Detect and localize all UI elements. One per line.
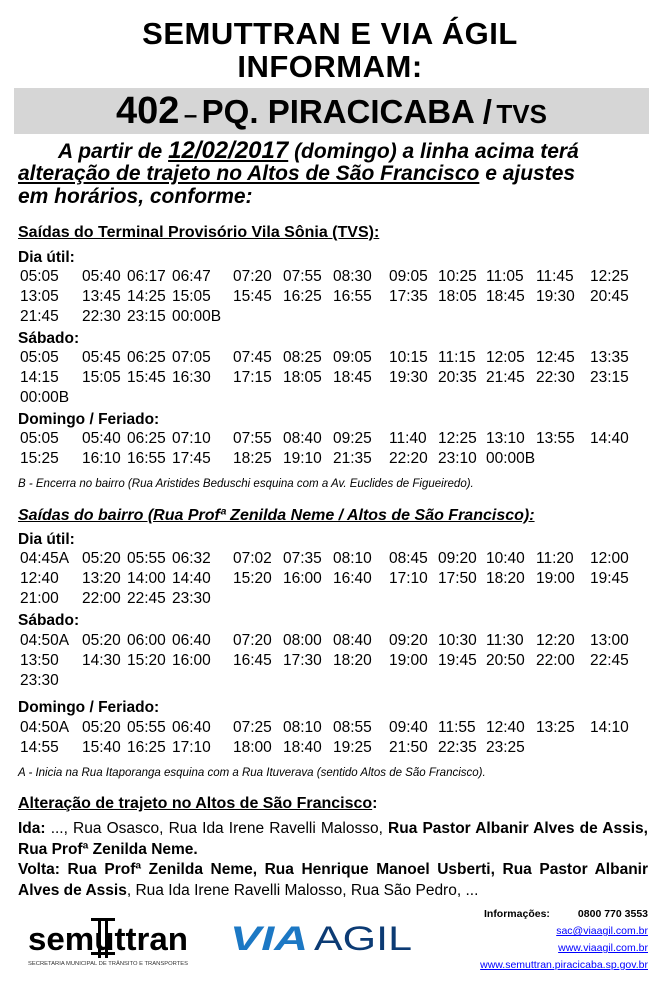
departure-time: 09:05 (389, 268, 428, 285)
departure-time: 18:40 (283, 739, 322, 756)
departure-time: 17:50 (438, 570, 477, 587)
departure-time: 07:02 (233, 550, 272, 567)
departure-time: 07:55 (283, 268, 322, 285)
departure-time: 17:15 (233, 369, 272, 386)
departure-time: 12:40 (486, 719, 525, 736)
departure-time: 22:00 (82, 590, 121, 607)
departure-time: 19:45 (590, 570, 629, 587)
departure-time: 19:00 (389, 652, 428, 669)
departure-time: 16:10 (82, 450, 121, 467)
departure-time: 05:55 (127, 719, 166, 736)
phone-number: 0800 770 3553 (577, 908, 648, 920)
terminal-sunday-schedule-row (20, 450, 650, 470)
departure-time: 05:40 (82, 430, 121, 447)
departure-time: 22:00 (536, 652, 575, 669)
departure-time: 10:40 (486, 550, 525, 567)
departure-time: 11:15 (438, 349, 476, 366)
departure-time: 13:20 (82, 570, 121, 587)
departure-time: 21:50 (389, 739, 428, 756)
departure-time: 09:20 (438, 550, 477, 567)
bairro-saturday-schedule-row (20, 652, 650, 672)
line-dash: – (183, 102, 198, 129)
departure-time: 16:30 (172, 369, 211, 386)
departure-time: 11:55 (438, 719, 476, 736)
departure-time: 19:10 (283, 450, 322, 467)
departure-time: 07:55 (233, 430, 272, 447)
departure-time: 13:05 (20, 288, 59, 305)
departure-time: 18:20 (333, 652, 372, 669)
departure-time: 12:20 (536, 632, 575, 649)
departure-time: 06:25 (127, 349, 166, 366)
departure-time: 05:20 (82, 550, 121, 567)
departure-time: 12:40 (20, 570, 59, 587)
route-volta: Volta: Rua Profª Zenilda Neme, Rua Henrique Manoel Usberti, Rua Pastor Albanir Alves de Assis, Rua Ida Irene Ravelli Malosso, Rua São Pedro, ... (18, 861, 648, 899)
route-change-summary: alteração de trajeto no Altos de São Francisco (18, 162, 480, 185)
departure-time: 21:35 (333, 450, 372, 467)
terminal-note: B - Encerra no bairro (Rua Aristides Beduschi esquina com a Av. Euclides de Figueiredo). (18, 478, 474, 490)
departure-time: 04:50A (20, 632, 70, 649)
departure-time: 10:15 (389, 349, 428, 366)
departure-time: 15:05 (172, 288, 211, 305)
contact-info (480, 906, 648, 974)
departure-time: 14:30 (82, 652, 121, 669)
terminal-saturday-schedule-row (20, 389, 650, 409)
departure-time: 09:05 (333, 349, 372, 366)
departure-time: 15:25 (20, 450, 59, 467)
terminal-heading: Saídas do Terminal Provisório Vila Sônia (TVS): (18, 224, 380, 241)
departure-time: 15:40 (82, 739, 121, 756)
departure-time: 05:05 (20, 430, 59, 447)
bairro-sunday-schedule-row (20, 739, 650, 759)
line-name: PQ. PIRACICABA / (201, 93, 492, 130)
bairro-weekday-schedule-row (20, 590, 650, 610)
line-suffix: TVS (496, 99, 547, 129)
departure-time: 08:25 (283, 349, 322, 366)
bairro-weekday-label: Dia útil: (18, 531, 75, 548)
terminal-weekday-schedule-row (20, 308, 650, 328)
semuttran-wordmark: semuttran (28, 921, 188, 957)
departure-time: 00:00B (486, 450, 536, 467)
departure-time: 21:00 (20, 590, 59, 607)
departure-time: 14:10 (590, 719, 629, 736)
departure-time: 16:40 (333, 570, 372, 587)
departure-time: 10:25 (438, 268, 477, 285)
title-line2: INFORMAM: (237, 49, 423, 84)
viaagil-site-link[interactable]: www.viaagil.com.br (558, 942, 648, 954)
departure-time: 15:05 (82, 369, 121, 386)
departure-time: 05:55 (127, 550, 166, 567)
departure-time: 00:00B (172, 308, 222, 325)
bairro-heading: Saídas do bairro (Rua Profª Zenilda Neme / Altos de São Francisco): (18, 507, 535, 524)
departure-time: 05:45 (82, 349, 121, 366)
departure-time: 07:45 (233, 349, 272, 366)
departure-time: 06:00 (127, 632, 166, 649)
departure-time: 13:45 (82, 288, 121, 305)
departure-time: 08:40 (333, 632, 372, 649)
departure-time: 09:40 (389, 719, 428, 736)
departure-time: 07:25 (233, 719, 272, 736)
departure-time: 23:30 (20, 672, 59, 689)
departure-time: 21:45 (486, 369, 525, 386)
departure-time: 14:40 (590, 430, 629, 447)
departure-time: 13:35 (590, 349, 629, 366)
departure-time: 07:10 (172, 430, 211, 447)
bairro-weekday-schedule-row (20, 550, 650, 570)
departure-time: 21:45 (20, 308, 59, 325)
departure-time: 18:45 (333, 369, 372, 386)
departure-time: 05:05 (20, 349, 59, 366)
info-label: Informações: (483, 908, 550, 920)
departure-time: 04:50A (20, 719, 70, 736)
viaagil-wordmark-agil: AGIL (314, 920, 412, 958)
departure-time: 22:35 (438, 739, 477, 756)
departure-time: 00:00B (20, 389, 70, 406)
departure-time: 16:25 (127, 739, 166, 756)
departure-time: 12:05 (486, 349, 525, 366)
bairro-saturday-label: Sábado: (18, 612, 80, 629)
departure-time: 11:45 (536, 268, 574, 285)
departure-time: 16:55 (127, 450, 166, 467)
departure-time: 16:55 (333, 288, 372, 305)
departure-time: 19:30 (389, 369, 428, 386)
departure-time: 14:25 (127, 288, 166, 305)
departure-time: 04:45A (20, 550, 70, 567)
terminal-sunday-schedule-row (20, 430, 650, 450)
email-link[interactable]: sac@viaagil.com.br (556, 925, 648, 937)
departure-time: 15:20 (127, 652, 166, 669)
departure-time: 11:40 (389, 430, 427, 447)
departure-time: 12:45 (536, 349, 575, 366)
departure-time: 07:35 (283, 550, 322, 567)
departure-time: 13:50 (20, 652, 59, 669)
departure-time: 09:25 (333, 430, 372, 447)
intro-line1: A partir de 12/02/2017 (domingo) a linha acima terá (58, 137, 579, 164)
terminal-sunday-label: Domingo / Feriado: (18, 411, 160, 428)
bairro-note: A - Inicia na Rua Itaporanga esquina com a Rua Ituverava (sentido Altos de São Francisco). (18, 767, 486, 779)
departure-time: 22:30 (536, 369, 575, 386)
departure-time: 19:45 (438, 652, 477, 669)
line-band (14, 88, 649, 134)
terminal-weekday-schedule-row (20, 268, 650, 288)
departure-time: 12:25 (438, 430, 477, 447)
departure-time: 08:30 (333, 268, 372, 285)
route-ida: Ida: ..., Rua Osasco, Rua Ida Irene Ravelli Malosso, Rua Pastor Albanir Alves de Assis, Rua Profª Zenilda Neme. (18, 820, 648, 858)
departure-time: 23:30 (172, 590, 211, 607)
departure-time: 13:25 (536, 719, 575, 736)
departure-time: 23:25 (486, 739, 525, 756)
departure-time: 14:00 (127, 570, 166, 587)
terminal-saturday-schedule-row (20, 349, 650, 369)
departure-time: 22:45 (590, 652, 629, 669)
change-date: 12/02/2017 (168, 137, 289, 164)
departure-time: 06:17 (127, 268, 166, 285)
departure-time: 06:40 (172, 632, 211, 649)
departure-time: 18:00 (233, 739, 272, 756)
departure-time: 16:45 (233, 652, 272, 669)
departure-time: 18:20 (486, 570, 525, 587)
departure-time: 15:20 (233, 570, 272, 587)
departure-time: 12:25 (590, 268, 629, 285)
departure-time: 14:40 (172, 570, 211, 587)
intro-line3: em horários, conforme: (18, 185, 253, 208)
departure-time: 17:10 (389, 570, 428, 587)
bairro-sunday-schedule-row (20, 719, 650, 739)
departure-time: 11:05 (486, 268, 524, 285)
departure-time: 17:45 (172, 450, 211, 467)
route-change-heading: Alteração de trajeto no Altos de São Francisco: (18, 795, 378, 812)
departure-time: 23:10 (438, 450, 477, 467)
departure-time: 13:55 (536, 430, 575, 447)
departure-time: 17:35 (389, 288, 428, 305)
bairro-saturday-schedule-row (20, 672, 650, 692)
viaagil-wordmark-via: VIA (230, 920, 308, 958)
terminal-saturday-label: Sábado: (18, 330, 80, 347)
departure-time: 17:30 (283, 652, 322, 669)
departure-time: 14:15 (20, 369, 59, 386)
departure-time: 18:05 (283, 369, 322, 386)
departure-time: 22:45 (127, 590, 166, 607)
bairro-sunday-label: Domingo / Feriado: (18, 699, 160, 716)
bairro-weekday-schedule-row (20, 570, 650, 590)
departure-time: 05:20 (82, 719, 121, 736)
departure-time: 20:50 (486, 652, 525, 669)
departure-time: 23:15 (127, 308, 166, 325)
departure-time: 07:05 (172, 349, 211, 366)
departure-time: 11:30 (486, 632, 524, 649)
departure-time: 19:30 (536, 288, 575, 305)
departure-time: 15:45 (233, 288, 272, 305)
departure-time: 19:00 (536, 570, 575, 587)
terminal-weekday-label: Dia útil: (18, 249, 75, 266)
departure-time: 11:20 (536, 550, 574, 567)
departure-time: 08:55 (333, 719, 372, 736)
departure-time: 16:25 (283, 288, 322, 305)
departure-time: 20:45 (590, 288, 629, 305)
departure-time: 17:10 (172, 739, 211, 756)
departure-time: 19:25 (333, 739, 372, 756)
departure-time: 07:20 (233, 632, 272, 649)
departure-time: 05:40 (82, 268, 121, 285)
departure-time: 13:00 (590, 632, 629, 649)
departure-time: 06:47 (172, 268, 211, 285)
departure-time: 07:20 (233, 268, 272, 285)
bairro-saturday-schedule-row (20, 632, 650, 652)
departure-time: 06:40 (172, 719, 211, 736)
departure-time: 09:20 (389, 632, 428, 649)
departure-time: 13:10 (486, 430, 525, 447)
terminal-weekday-schedule-row (20, 288, 650, 308)
line-number: 402 (116, 90, 180, 132)
departure-time: 05:20 (82, 632, 121, 649)
semuttran-site-link[interactable]: www.semuttran.piracicaba.sp.gov.br (480, 959, 648, 971)
departure-time: 22:20 (389, 450, 428, 467)
departure-time: 12:00 (590, 550, 629, 567)
semuttran-subtitle: SECRETARIA MUNICIPAL DE TRÂNSITO E TRANSPORTES (28, 961, 180, 967)
title-line1: SEMUTTRAN E VIA ÁGIL (142, 16, 518, 51)
departure-time: 15:45 (127, 369, 166, 386)
departure-time: 08:10 (333, 550, 372, 567)
departure-time: 22:30 (82, 308, 121, 325)
departure-time: 18:25 (233, 450, 272, 467)
departure-time: 16:00 (172, 652, 211, 669)
semuttran-logo (28, 912, 193, 972)
viaagil-logo (228, 915, 418, 961)
departure-time: 10:30 (438, 632, 477, 649)
departure-time: 08:10 (283, 719, 322, 736)
intro-line2: alteração de trajeto no Altos de São Francisco e ajustes (18, 162, 576, 185)
departure-time: 20:35 (438, 369, 477, 386)
departure-time: 08:00 (283, 632, 322, 649)
departure-time: 05:05 (20, 268, 59, 285)
departure-time: 14:55 (20, 739, 59, 756)
departure-time: 23:15 (590, 369, 629, 386)
departure-time: 16:00 (283, 570, 322, 587)
departure-time: 06:25 (127, 430, 166, 447)
departure-time: 08:40 (283, 430, 322, 447)
departure-time: 08:45 (389, 550, 428, 567)
departure-time: 06:32 (172, 550, 211, 567)
departure-time: 18:05 (438, 288, 477, 305)
departure-time: 18:45 (486, 288, 525, 305)
terminal-saturday-schedule-row (20, 369, 650, 389)
